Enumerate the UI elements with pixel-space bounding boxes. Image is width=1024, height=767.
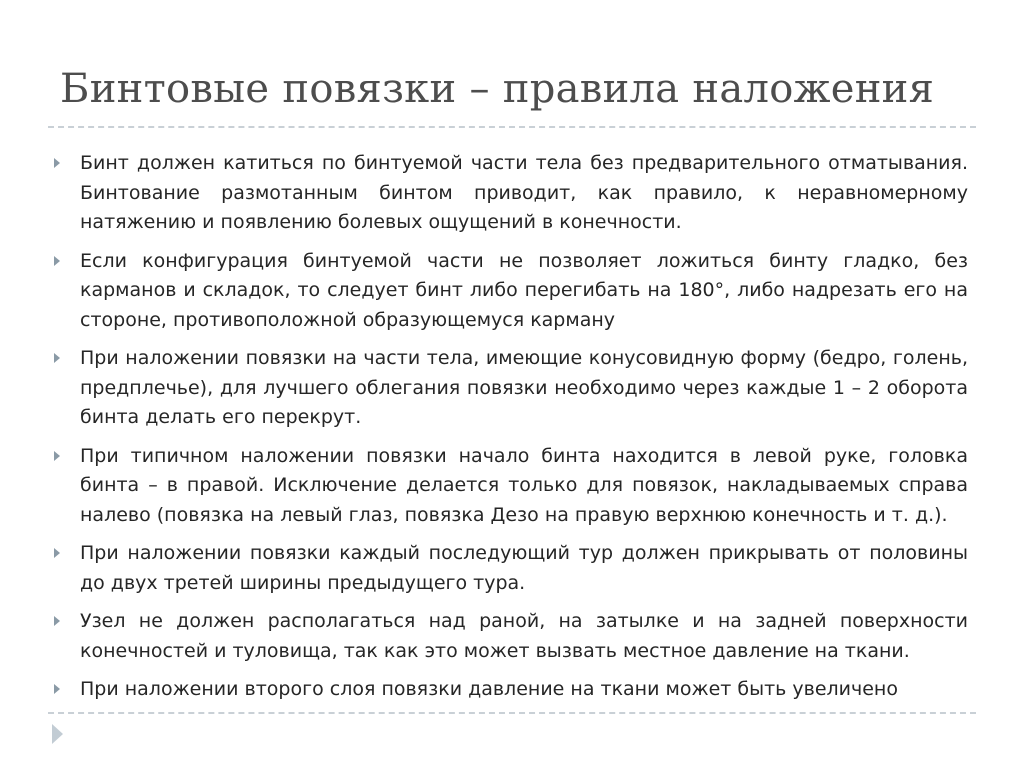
triangle-bullet-icon bbox=[54, 256, 60, 266]
triangle-bullet-icon bbox=[54, 451, 60, 461]
bullet-text: Узел не должен располагаться над раной, на затылке и на задней поверхности конечностей и туловища, так как это может вызвать местное давление на ткани. bbox=[80, 610, 968, 662]
bullet-text: Бинт должен катиться по бинтуемой части тела без предварительного отматывания. Бинтование размотанным бинтом приводит, как правило, к неравномерному натяжению и появлению болевых ощущений в конечности. bbox=[80, 152, 968, 233]
bullet-text: При наложении повязки на части тела, имеющие конусовидную форму (бедро, голень, предплечье), для лучшего облегания повязки необходимо через каждые 1 – 2 оборота бинта делать его перекрут. bbox=[80, 347, 968, 428]
list-item bbox=[50, 247, 968, 336]
triangle-bullet-icon bbox=[54, 353, 60, 363]
play-arrow-icon[interactable] bbox=[52, 724, 63, 744]
list-item bbox=[50, 442, 968, 531]
triangle-bullet-icon bbox=[54, 684, 60, 694]
list-item bbox=[50, 675, 968, 705]
bullet-text: Если конфигурация бинтуемой части не позволяет ложиться бинту гладко, без карманов и складок, то следует бинт либо перегибать на 180°, либо надрезать его на стороне, противоположной образующемуся карману bbox=[80, 249, 968, 331]
triangle-bullet-icon bbox=[54, 548, 60, 558]
bullet-text: При наложении повязки каждый последующий тур должен прикрывать от половины до двух третей ширины предыдущего тура. bbox=[80, 542, 968, 594]
title-divider bbox=[48, 126, 976, 128]
bullet-text: При наложении второго слоя повязки давление на ткани может быть увеличено bbox=[80, 678, 898, 700]
list-item bbox=[50, 344, 968, 433]
list-item bbox=[50, 149, 968, 238]
slide-title: Бинтовые повязки – правила наложения bbox=[60, 66, 935, 112]
triangle-bullet-icon bbox=[54, 158, 60, 168]
list-item bbox=[50, 607, 968, 666]
footer-divider bbox=[48, 712, 976, 714]
bullet-text: При типичном наложении повязки начало бинта находится в левой руке, головка бинта – в правой. Исключение делается только для повязок, накладываемых справа налево (повязка на левый глаз, повязка Дезо на правую верхнюю конечность и т. д.). bbox=[80, 444, 968, 526]
list-item bbox=[50, 539, 968, 598]
triangle-bullet-icon bbox=[54, 616, 60, 626]
bullet-list bbox=[50, 149, 968, 714]
